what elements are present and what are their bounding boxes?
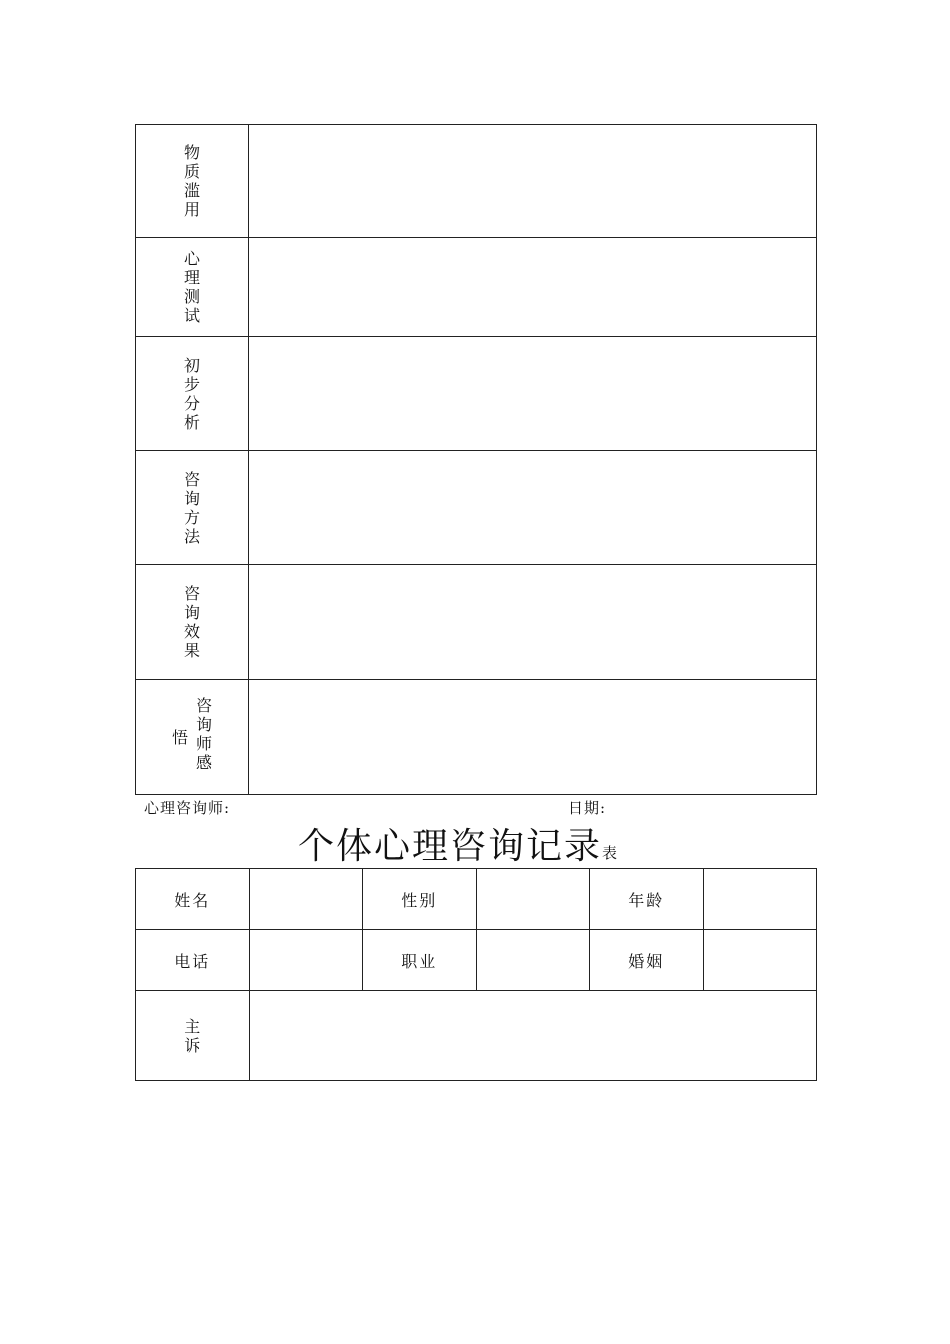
row-psych-test [136,238,817,337]
chief-complaint-field[interactable] [249,991,817,1081]
form-title-main: 个体心理咨询记录 [298,826,603,867]
label-char: 询 [196,715,213,734]
row-substance-abuse [136,125,817,238]
label-char: 理 [183,268,200,287]
label-substance-abuse [136,125,249,238]
field-counselor-reflection[interactable] [249,680,817,795]
label-char: 析 [183,412,200,432]
label-char: 质 [183,162,200,181]
chief-complaint-label [136,991,250,1081]
field-psych-test[interactable] [249,238,817,337]
label-psych-test [136,238,249,337]
label-char: 测 [183,287,200,306]
label-char: 法 [183,526,200,546]
field-counseling-effect[interactable] [249,565,817,680]
name-field[interactable] [249,869,363,930]
label-char: 咨 [183,584,200,603]
label-char: 悟 [172,728,189,747]
row-basic-info-2 [136,930,817,991]
label-char: 感 [196,753,213,772]
label-char: 师 [196,734,213,753]
label-char: 果 [183,641,200,660]
marriage-label: 婚姻 [590,930,704,991]
label-char: 试 [183,306,200,325]
label-char: 物 [183,143,200,162]
row-basic-info-1 [136,869,817,930]
field-initial-analysis[interactable] [249,337,817,451]
record-table-top [135,124,817,795]
label-char: 咨 [183,469,200,489]
age-label: 年龄 [590,869,704,930]
label-char: 心 [183,249,200,268]
phone-label: 电话 [136,930,250,991]
row-chief-complaint [136,991,817,1081]
label-char: 方 [183,507,200,527]
occupation-label: 职业 [363,930,477,991]
date-label: 日期: [568,799,607,817]
label-counselor-reflection [136,680,249,795]
gender-label: 性别 [363,869,477,930]
label-char: 步 [183,374,200,394]
label-char: 咨 [196,696,213,715]
label-char: 分 [183,393,200,413]
record-table-basic-info [135,868,817,1081]
gender-field[interactable] [476,869,590,930]
age-field[interactable] [703,869,817,930]
label-char: 效 [183,622,200,641]
label-counseling-method [136,451,249,565]
name-label: 姓名 [136,869,250,930]
label-char: 主 [184,1016,201,1036]
marriage-field[interactable] [703,930,817,991]
row-initial-analysis [136,337,817,451]
label-char: 用 [183,200,200,219]
label-char: 询 [183,488,200,508]
phone-field[interactable] [249,930,363,991]
field-substance-abuse[interactable] [249,125,817,238]
form-title [298,818,617,869]
row-counselor-reflection [136,680,817,795]
label-initial-analysis [136,337,249,451]
label-char: 滥 [183,181,200,200]
form-title-suffix: 表 [602,844,618,862]
field-counseling-method[interactable] [249,451,817,565]
counselor-signature-label: 心理咨询师: [144,799,231,817]
row-counseling-method [136,451,817,565]
label-char: 初 [183,355,200,375]
row-counseling-effect [136,565,817,680]
label-char: 诉 [184,1035,201,1055]
occupation-field[interactable] [476,930,590,991]
label-counseling-effect [136,565,249,680]
label-char: 询 [183,603,200,622]
